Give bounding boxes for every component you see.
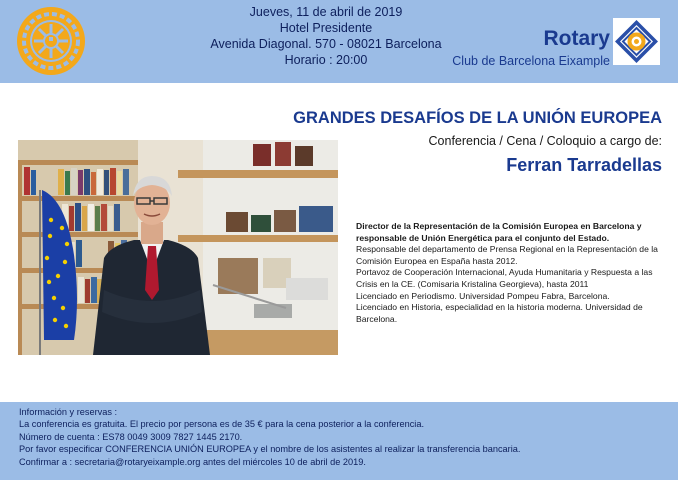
footer-line: Información y reservas : [19, 407, 118, 417]
rotary-brand: Rotary [543, 27, 610, 50]
footer-line: Confirmar a : secretaria@rotaryeixample.org antes del miércoles 10 de abril de 2019. [19, 456, 366, 467]
bio-line: Licenciado en Historia, especialidad en la historia moderna. Universidad de Barcelona. [356, 302, 643, 324]
event-details [200, 4, 452, 68]
rotary-wheel-logo [16, 6, 86, 76]
bio-line: Responsable del departamento de Prensa Regional en la Representación de la Comisión Europea en España hasta 2012. [356, 244, 658, 266]
footer-line: Número de cuenta : ES78 0049 3009 7827 1445 2170. [19, 431, 243, 442]
bio-lead: Director de la Representación de la Comisión Europea en Barcelona y responsable de Unión Energética para el conjunto del Estado. [356, 221, 642, 243]
speaker-name: Ferran Tarradellas [506, 155, 662, 175]
event-time: Horario : 20:00 [284, 53, 368, 67]
bio-line: Licenciado en Periodismo. Universidad Pompeu Fabra, Barcelona. [356, 290, 610, 301]
footer-line: Por favor especificar CONFERENCIA UNIÓN EUROPEA y el nombre de los asistentes al realizar la transferencia bancaria. [19, 444, 521, 455]
club-name: Club de Barcelona Eixample [452, 54, 610, 68]
conference-title: GRANDES DESAFÍOS DE LA UNIÓN EUROPEA [293, 109, 662, 127]
club-emblem-icon [613, 18, 660, 65]
event-venue: Hotel Presidente [279, 21, 373, 35]
bio-line: Portavoz de Cooperación Internacional, Ayuda Humanitaria y Respuesta a las Crisis en la CE. (Comisaria Kristalina Georgieva), hasta 2011 [356, 267, 653, 289]
event-address: Avenida Diagonal. 570 - 08021 Barcelona [210, 37, 442, 51]
reservation-footer [0, 402, 678, 480]
conference-subtitle: Conferencia / Cena / Coloquio a cargo de: [428, 134, 662, 148]
footer-line: La conferencia es gratuita. El precio por persona es de 35 € para la cena posterior a la conferencia. [19, 419, 425, 430]
header-band [0, 0, 678, 83]
speaker-photo [18, 140, 338, 355]
speaker-bio [356, 221, 666, 325]
event-date: Jueves, 11 de abril de 2019 [249, 5, 403, 19]
